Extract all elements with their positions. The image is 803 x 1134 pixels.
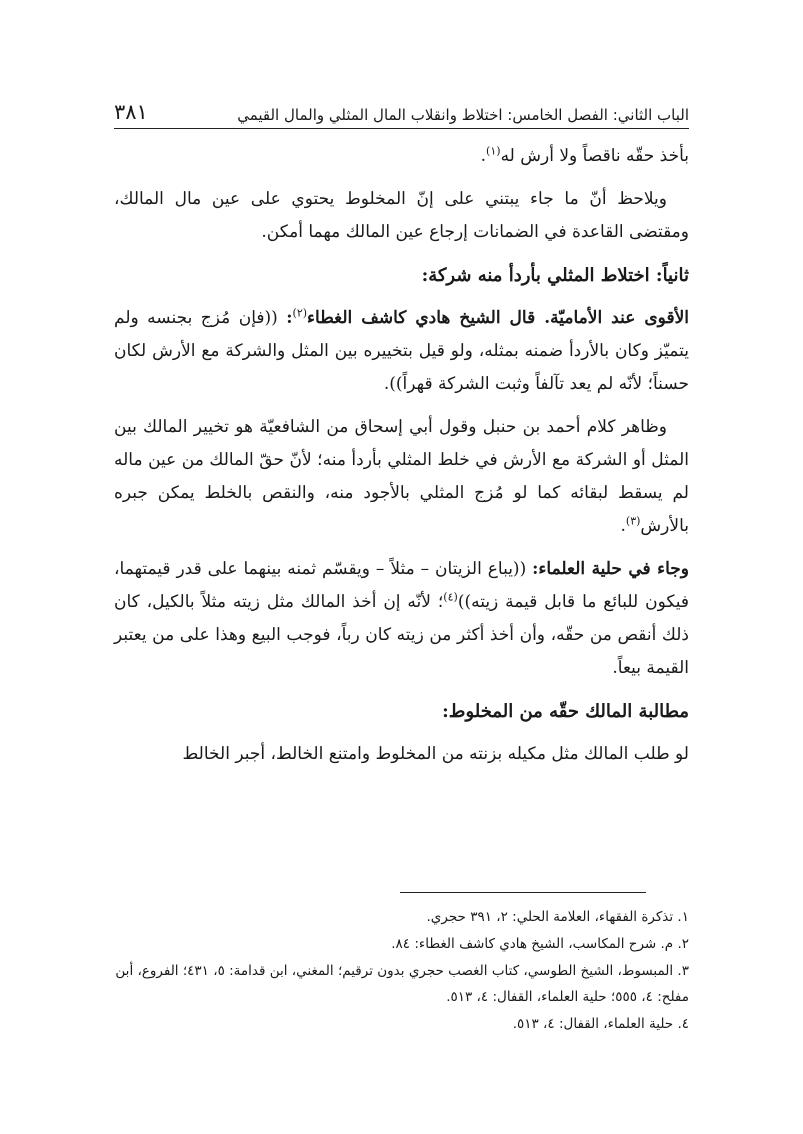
- section-heading-owner-claim: مطالبة المالك حقّه من المخلوط:: [442, 701, 689, 722]
- footnote-ref-1[interactable]: (١): [486, 144, 501, 158]
- paragraph-1-text: بأخذ حقّه ناقصاً ولا أرش له: [500, 146, 689, 166]
- paragraph-3-colon: :: [286, 308, 293, 328]
- paragraph-5: [114, 553, 689, 685]
- footnote-ref-2[interactable]: (٢): [292, 306, 308, 320]
- footnote-ref-3[interactable]: (٣): [625, 514, 641, 528]
- main-text: [114, 140, 689, 781]
- paragraph-3: [114, 302, 689, 401]
- paragraph-5-text-b: ؛ لأنّه إن أخذ المالك مثل زيته مثلاً بالكيل، كان ذلك أنقص من حقّه، وأن أخذ أكثر من زيته كان رباً، فوجب البيع وهذا على من يعتبر القيمة بيعاً.: [114, 592, 689, 678]
- footnote-3: ٣. المبسوط، الشيخ الطوسي، كتاب الغصب حجري بدون ترقيم؛ المغني، ابن قدامة: ٥، ٤٣١؛ الفروع، أبن مفلح: ٤، ٥٥٥؛ حلية العلماء، القفال: ٤، ٥١٣.: [115, 963, 689, 1005]
- footnote-ref-4[interactable]: (٤): [443, 590, 458, 604]
- paragraph-4: [114, 411, 689, 543]
- paragraph-4-text: وظاهر كلام أحمد بن حنبل وقول أبي إسحاق من الشافعيّة هو تخيير المالك بين المثل أو الشركة مع الأرش في خلط المثلي بأردأ منه؛ لأنّ حقّ المالك من عين ماله لم يسقط لبقائه كما لو مُزج المثلي بالأجود منه، والنقص بالخلط يمكن جبره بالأرش: [114, 417, 689, 536]
- footnote-4: ٤. حلية العلماء، القفال: ٤، ٥١٣.: [512, 1016, 689, 1032]
- footnote-1: ١. تذكرة الفقهاء، العلامة الحلي: ٢، ٣٩١ حجري.: [426, 909, 689, 925]
- paragraph-1-end: .: [480, 146, 487, 166]
- paragraph-3-text: ((فإن مُزج بجنسه ولم يتميّز وكان بالأردأ ضمنه بمثله، ولو قيل بتخييره بين المثل والشركة مع الأرش لكان حسناً؛ لأنّه لم يعد تآلفاً وثبت الشركة قهراً)).: [114, 308, 689, 394]
- footnote-divider: [400, 892, 646, 893]
- section-heading-2: ثانياً: اختلاط المثلي بأردأ منه شركة:: [421, 265, 689, 286]
- paragraph-5-lead: وجاء في حلية العلماء:: [532, 559, 689, 579]
- footnote-2: ٢. م. شرح المكاسب، الشيخ هادي كاشف الغطاء: ٨٤.: [391, 936, 689, 952]
- paragraph-6: لو طلب المالك مثل مكيله بزنته من المخلوط وامتنع الخالط، أجبر الخالط: [182, 744, 689, 764]
- running-header: [114, 88, 689, 129]
- paragraph-1: [114, 140, 689, 173]
- paragraph-5-text-a: ((يباع الزيتان – مثلاً – ويقسّم ثمنه بينهما على قدر قيمتهما، فيكون للبائع ما قابل قيمة زيته)): [114, 559, 689, 612]
- chapter-title: الباب الثاني: الفصل الخامس: اختلاط وانقلاب المال المثلي والمال القيمي: [237, 106, 689, 124]
- paragraph-2: ويلاحظ أنّ ما جاء يبتني على إنّ المخلوط يحتوي على عين مال المالك، ومقتضى القاعدة في الضمانات إرجاع عين المالك مهما أمكن.: [114, 189, 689, 242]
- page-number: ٣٨١: [114, 100, 148, 124]
- paragraph-3-lead: الأقوى عند الأماميّة. قال الشيخ هادي كاشف الغطاء: [307, 308, 689, 328]
- paragraph-4-end: .: [620, 516, 626, 536]
- footnotes: [114, 904, 689, 1038]
